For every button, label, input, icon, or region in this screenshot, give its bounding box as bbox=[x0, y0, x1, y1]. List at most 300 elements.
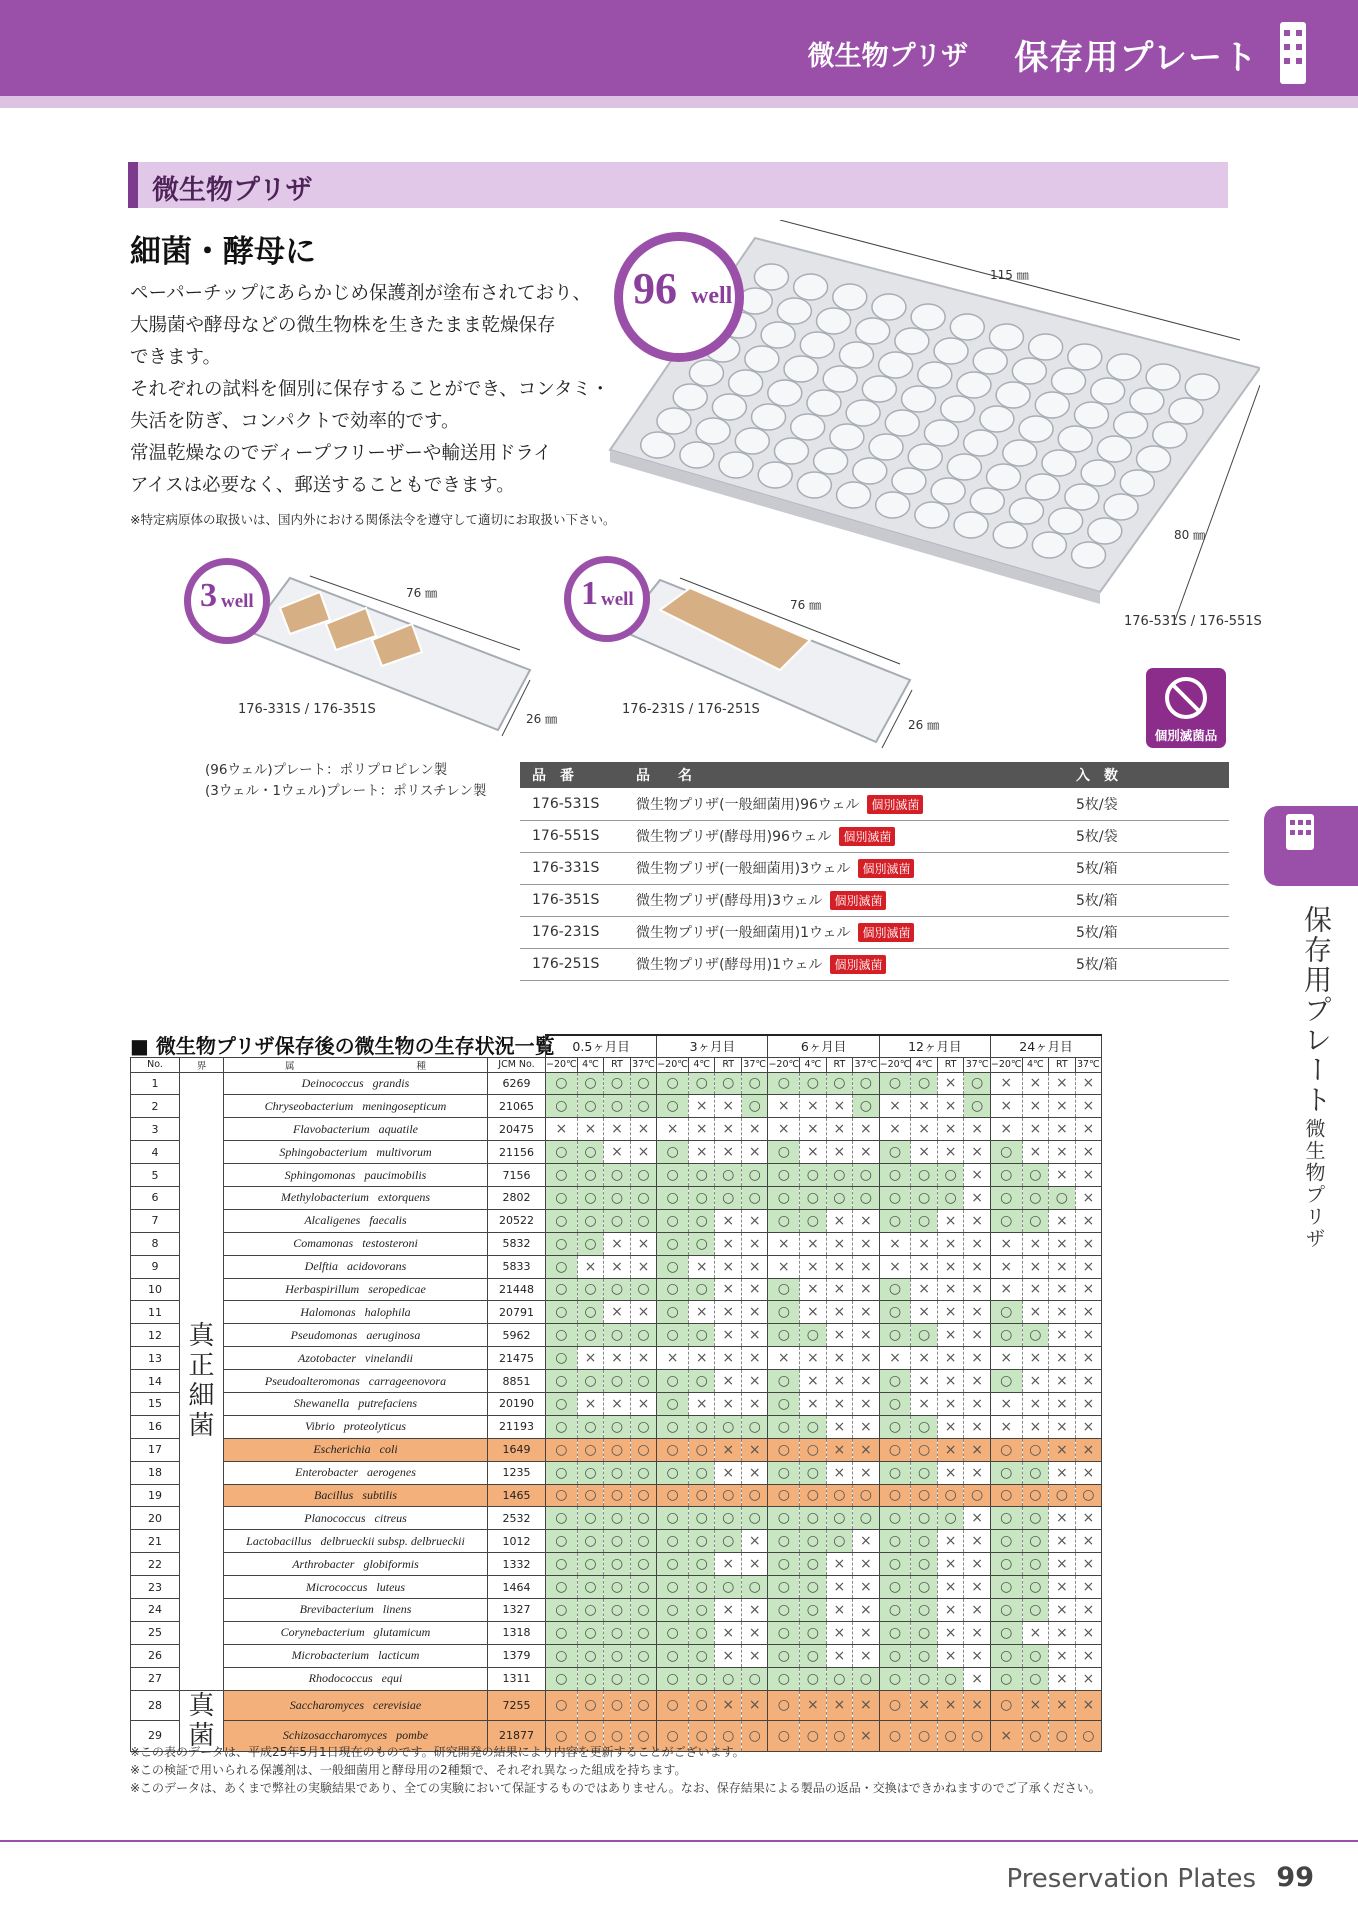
well bbox=[1091, 378, 1125, 404]
survived-cell: ○ bbox=[990, 1186, 1022, 1209]
not-survived-cell: × bbox=[911, 1118, 938, 1141]
not-survived-cell: × bbox=[604, 1255, 631, 1278]
row-no: 6 bbox=[131, 1186, 180, 1209]
survived-cell: ○ bbox=[546, 1370, 578, 1393]
survived-cell: ○ bbox=[630, 1576, 657, 1599]
not-survived-cell: × bbox=[964, 1461, 991, 1484]
not-survived-cell: × bbox=[1049, 1598, 1076, 1621]
jcm-no: 5833 bbox=[488, 1255, 546, 1278]
product-table bbox=[520, 762, 1229, 981]
survived-cell: ○ bbox=[768, 1461, 800, 1484]
temp-header: 4℃ bbox=[800, 1057, 827, 1072]
survived-cell: ○ bbox=[604, 1461, 631, 1484]
well bbox=[996, 382, 1030, 408]
survived-cell: ○ bbox=[577, 1553, 604, 1576]
not-survived-cell: × bbox=[741, 1255, 768, 1278]
survived-cell: ○ bbox=[577, 1278, 604, 1301]
not-survived-cell: × bbox=[688, 1255, 715, 1278]
not-survived-cell: × bbox=[853, 1392, 880, 1415]
not-survived-cell: × bbox=[990, 1278, 1022, 1301]
survived-cell: ○ bbox=[911, 1324, 938, 1347]
survived-cell: ○ bbox=[546, 1438, 578, 1461]
survived-cell: ○ bbox=[1022, 1553, 1049, 1576]
survived-cell: ○ bbox=[715, 1164, 742, 1187]
not-survived-cell: × bbox=[688, 1118, 715, 1141]
not-survived-cell: × bbox=[1075, 1118, 1102, 1141]
not-survived-cell: × bbox=[1049, 1164, 1076, 1187]
not-survived-cell: × bbox=[826, 1438, 853, 1461]
headline: 細菌・酵母に bbox=[130, 234, 316, 270]
period-header: 12ヶ月目 bbox=[879, 1035, 990, 1057]
not-survived-cell: × bbox=[1022, 1690, 1049, 1721]
survived-cell: ○ bbox=[879, 1621, 911, 1644]
organism-name bbox=[224, 1598, 488, 1621]
survived-cell: ○ bbox=[800, 1530, 827, 1553]
not-survived-cell: × bbox=[1075, 1553, 1102, 1576]
well bbox=[696, 418, 730, 444]
organism-name bbox=[224, 1164, 488, 1187]
survival-row bbox=[131, 1576, 1102, 1599]
not-survived-cell: × bbox=[853, 1415, 880, 1438]
survived-cell: ○ bbox=[577, 1301, 604, 1324]
survived-cell: ○ bbox=[800, 1553, 827, 1576]
survived-cell: ○ bbox=[879, 1576, 911, 1599]
not-survived-cell: × bbox=[1049, 1255, 1076, 1278]
not-survived-cell: × bbox=[688, 1141, 715, 1164]
survived-cell: ○ bbox=[826, 1186, 853, 1209]
temp-header: −20℃ bbox=[546, 1059, 577, 1070]
header-brand: 微生物プリザ bbox=[807, 41, 968, 72]
not-survived-cell: × bbox=[826, 1461, 853, 1484]
footnote: ※この検証で用いられる保護剤は、一般細菌用と酵母用の2種類で、それぞれ異なった組成を持ちます。 bbox=[130, 1763, 687, 1777]
survived-cell: ○ bbox=[630, 1415, 657, 1438]
well bbox=[876, 492, 910, 518]
product-code: 176-251S bbox=[520, 948, 624, 980]
survived-cell: ○ bbox=[630, 1186, 657, 1209]
survived-cell: ○ bbox=[546, 1278, 578, 1301]
species: extorquens bbox=[377, 1190, 431, 1205]
survived-cell: ○ bbox=[630, 1461, 657, 1484]
survived-cell: ○ bbox=[630, 1598, 657, 1621]
not-survived-cell: × bbox=[1022, 1370, 1049, 1393]
survived-cell: ○ bbox=[577, 1621, 604, 1644]
not-survived-cell: × bbox=[1075, 1095, 1102, 1118]
survived-cell: ○ bbox=[657, 1721, 689, 1752]
not-survived-cell: × bbox=[826, 1324, 853, 1347]
well bbox=[908, 444, 942, 470]
product-name-cell bbox=[624, 788, 1064, 820]
not-survived-cell: × bbox=[879, 1095, 911, 1118]
survived-cell: ○ bbox=[1022, 1164, 1049, 1187]
well bbox=[902, 386, 936, 412]
not-survived-cell: × bbox=[1075, 1072, 1102, 1095]
temp-header: 4℃ bbox=[688, 1057, 715, 1072]
well bbox=[797, 472, 831, 498]
survived-cell: ○ bbox=[879, 1507, 911, 1530]
survived-cell: ○ bbox=[853, 1186, 880, 1209]
not-survived-cell: × bbox=[853, 1530, 880, 1553]
survived-cell: ○ bbox=[604, 1278, 631, 1301]
not-survived-cell: × bbox=[1022, 1072, 1049, 1095]
not-survived-cell: × bbox=[964, 1690, 991, 1721]
survived-cell: ○ bbox=[800, 1507, 827, 1530]
genus: Bacillus bbox=[313, 1487, 354, 1502]
jcm-no: 21877 bbox=[488, 1721, 546, 1752]
survived-cell: ○ bbox=[688, 1621, 715, 1644]
temp-header: RT bbox=[715, 1057, 742, 1072]
row-no: 23 bbox=[131, 1576, 180, 1599]
jcm-no: 21448 bbox=[488, 1278, 546, 1301]
well bbox=[1049, 508, 1083, 534]
well bbox=[879, 352, 913, 378]
not-survived-cell: × bbox=[1049, 1232, 1076, 1255]
not-survived-cell: × bbox=[937, 1255, 964, 1278]
survived-cell: ○ bbox=[577, 1461, 604, 1484]
product-qty: 5枚/箱 bbox=[1064, 884, 1229, 916]
not-survived-cell: × bbox=[741, 1301, 768, 1324]
well bbox=[846, 400, 880, 426]
survived-cell: ○ bbox=[800, 1576, 827, 1599]
not-survived-cell: × bbox=[688, 1095, 715, 1118]
survived-cell: ○ bbox=[741, 1186, 768, 1209]
species: faecalis bbox=[369, 1213, 407, 1228]
row-no: 25 bbox=[131, 1621, 180, 1644]
temp-header: 4℃ bbox=[911, 1057, 938, 1072]
survival-row bbox=[131, 1301, 1102, 1324]
survived-cell: ○ bbox=[657, 1667, 689, 1690]
col-code: 品 番 bbox=[520, 762, 624, 788]
not-survived-cell: × bbox=[800, 1095, 827, 1118]
survived-cell: ○ bbox=[768, 1072, 800, 1095]
survival-row bbox=[131, 1507, 1102, 1530]
survived-cell: ○ bbox=[577, 1721, 604, 1752]
product-qty: 5枚/箱 bbox=[1064, 948, 1229, 980]
not-survived-cell: × bbox=[853, 1553, 880, 1576]
survived-cell: ○ bbox=[768, 1621, 800, 1644]
not-survived-cell: × bbox=[853, 1690, 880, 1721]
survived-cell: ○ bbox=[604, 1598, 631, 1621]
survived-cell: ○ bbox=[990, 1644, 1022, 1667]
not-survived-cell: × bbox=[964, 1255, 991, 1278]
survived-cell: ○ bbox=[990, 1324, 1022, 1347]
row-no: 1 bbox=[131, 1072, 180, 1095]
row-no: 14 bbox=[131, 1370, 180, 1393]
genus: Herbaspirillum bbox=[285, 1281, 360, 1296]
survived-cell: ○ bbox=[604, 1072, 631, 1095]
survived-cell: ○ bbox=[826, 1667, 853, 1690]
not-survived-cell: × bbox=[715, 1621, 742, 1644]
survived-cell: ○ bbox=[768, 1484, 800, 1507]
survived-cell: ○ bbox=[657, 1164, 689, 1187]
species: coli bbox=[379, 1442, 398, 1457]
survival-row bbox=[131, 1553, 1102, 1576]
not-survived-cell: × bbox=[911, 1141, 938, 1164]
survived-cell: ○ bbox=[1022, 1507, 1049, 1530]
survived-cell: ○ bbox=[1022, 1598, 1049, 1621]
not-survived-cell: × bbox=[826, 1415, 853, 1438]
survived-cell: ○ bbox=[1022, 1721, 1049, 1752]
not-survived-cell: × bbox=[715, 1141, 742, 1164]
survived-cell: ○ bbox=[688, 1370, 715, 1393]
survived-cell: ○ bbox=[546, 1484, 578, 1507]
row-no: 15 bbox=[131, 1392, 180, 1415]
not-survived-cell: × bbox=[741, 1461, 768, 1484]
well bbox=[761, 322, 795, 348]
survived-cell: ○ bbox=[577, 1507, 604, 1530]
well bbox=[1130, 388, 1164, 414]
survived-cell: ○ bbox=[657, 1186, 689, 1209]
survival-row bbox=[131, 1690, 1102, 1721]
well bbox=[934, 338, 968, 364]
badge-3-number: 3 bbox=[200, 577, 217, 614]
survived-cell: ○ bbox=[630, 1370, 657, 1393]
survived-cell: ○ bbox=[657, 1415, 689, 1438]
survived-cell: ○ bbox=[577, 1324, 604, 1347]
survival-row bbox=[131, 1095, 1102, 1118]
not-survived-cell: × bbox=[1022, 1118, 1049, 1141]
organism-name bbox=[224, 1278, 488, 1301]
not-survived-cell: × bbox=[1049, 1415, 1076, 1438]
survived-cell: ○ bbox=[768, 1530, 800, 1553]
not-survived-cell: × bbox=[853, 1232, 880, 1255]
survived-cell: ○ bbox=[577, 1415, 604, 1438]
survived-cell: ○ bbox=[964, 1072, 991, 1095]
not-survived-cell: × bbox=[1075, 1324, 1102, 1347]
organism-name bbox=[224, 1370, 488, 1393]
survived-cell: ○ bbox=[715, 1667, 742, 1690]
not-survived-cell: × bbox=[577, 1392, 604, 1415]
survived-cell: ○ bbox=[1022, 1667, 1049, 1690]
survived-cell: ○ bbox=[990, 1576, 1022, 1599]
survived-cell: ○ bbox=[604, 1507, 631, 1530]
not-survived-cell: × bbox=[1049, 1667, 1076, 1690]
organism-name bbox=[224, 1209, 488, 1232]
survived-cell: ○ bbox=[604, 1324, 631, 1347]
not-survived-cell: × bbox=[741, 1232, 768, 1255]
product-name-cell bbox=[624, 884, 1064, 916]
species: pombe bbox=[396, 1728, 429, 1743]
species: testosteroni bbox=[362, 1236, 418, 1251]
period-header: 0.5ヶ月目 bbox=[546, 1035, 657, 1057]
product-row bbox=[520, 788, 1229, 820]
not-survived-cell: × bbox=[630, 1141, 657, 1164]
not-survived-cell: × bbox=[1049, 1370, 1076, 1393]
not-survived-cell: × bbox=[1022, 1095, 1049, 1118]
not-survived-cell: × bbox=[800, 1255, 827, 1278]
not-survived-cell: × bbox=[1075, 1667, 1102, 1690]
not-survived-cell: × bbox=[1075, 1690, 1102, 1721]
survived-cell: ○ bbox=[657, 1553, 689, 1576]
not-survived-cell: × bbox=[964, 1553, 991, 1576]
survived-cell: ○ bbox=[768, 1209, 800, 1232]
product-row bbox=[520, 884, 1229, 916]
not-survived-cell: × bbox=[964, 1644, 991, 1667]
not-survived-cell: × bbox=[1075, 1621, 1102, 1644]
genus: Escherichia bbox=[313, 1442, 371, 1457]
temp-header: RT bbox=[937, 1057, 964, 1072]
well bbox=[830, 424, 864, 450]
species: seropedicae bbox=[368, 1281, 426, 1296]
survival-row bbox=[131, 1667, 1102, 1690]
not-survived-cell: × bbox=[1075, 1278, 1102, 1301]
survived-cell: ○ bbox=[768, 1301, 800, 1324]
well bbox=[794, 274, 828, 300]
organism-name bbox=[224, 1438, 488, 1461]
survived-cell: ○ bbox=[688, 1278, 715, 1301]
survived-cell: ○ bbox=[1022, 1324, 1049, 1347]
intro-text bbox=[130, 278, 610, 502]
survived-cell: ○ bbox=[546, 1667, 578, 1690]
survived-cell: ○ bbox=[879, 1553, 911, 1576]
kingdom-label: 真正細菌 bbox=[180, 1072, 224, 1690]
survived-cell: ○ bbox=[577, 1644, 604, 1667]
survived-cell: ○ bbox=[768, 1324, 800, 1347]
product-qty: 5枚/箱 bbox=[1064, 916, 1229, 948]
genus: Chryseobacterium bbox=[264, 1098, 354, 1113]
survived-cell: ○ bbox=[911, 1209, 938, 1232]
not-survived-cell: × bbox=[741, 1278, 768, 1301]
row-no: 27 bbox=[131, 1667, 180, 1690]
genus: Shewanella bbox=[293, 1396, 350, 1411]
not-survived-cell: × bbox=[715, 1438, 742, 1461]
not-survived-cell: × bbox=[879, 1118, 911, 1141]
not-survived-cell: × bbox=[964, 1118, 991, 1141]
survived-cell: ○ bbox=[741, 1507, 768, 1530]
survived-cell: ○ bbox=[546, 1186, 578, 1209]
not-survived-cell: × bbox=[741, 1644, 768, 1667]
well bbox=[673, 384, 707, 410]
survived-cell: ○ bbox=[630, 1507, 657, 1530]
not-survived-cell: × bbox=[990, 1721, 1022, 1752]
intro-line: それぞれの試料を個別に保存することができ、コンタミ・ bbox=[130, 379, 610, 400]
survived-cell: ○ bbox=[688, 1164, 715, 1187]
survived-cell: ○ bbox=[657, 1392, 689, 1415]
species: lacticum bbox=[378, 1648, 420, 1663]
species: linens bbox=[382, 1602, 412, 1617]
not-survived-cell: × bbox=[937, 1347, 964, 1370]
species: paucimobilis bbox=[364, 1167, 427, 1182]
survived-cell: ○ bbox=[768, 1415, 800, 1438]
footer-title: Preservation Plates bbox=[1006, 1864, 1256, 1894]
survived-cell: ○ bbox=[688, 1461, 715, 1484]
survived-cell: ○ bbox=[688, 1530, 715, 1553]
not-survived-cell: × bbox=[1049, 1576, 1076, 1599]
badge-96-unit: well bbox=[691, 283, 733, 309]
not-survived-cell: × bbox=[630, 1232, 657, 1255]
survived-cell: ○ bbox=[800, 1186, 827, 1209]
not-survived-cell: × bbox=[853, 1598, 880, 1621]
jcm-no: 1311 bbox=[488, 1667, 546, 1690]
not-survived-cell: × bbox=[1075, 1301, 1102, 1324]
well bbox=[856, 318, 890, 344]
not-survived-cell: × bbox=[879, 1255, 911, 1278]
survived-cell: ○ bbox=[630, 1072, 657, 1095]
species: vinelandii bbox=[365, 1350, 413, 1365]
not-survived-cell: × bbox=[1075, 1232, 1102, 1255]
survived-cell: ○ bbox=[546, 1598, 578, 1621]
survived-cell: ○ bbox=[879, 1370, 911, 1393]
not-survived-cell: × bbox=[826, 1118, 853, 1141]
not-survived-cell: × bbox=[741, 1141, 768, 1164]
not-survived-cell: × bbox=[800, 1370, 827, 1393]
survived-cell: ○ bbox=[715, 1186, 742, 1209]
species: meningosepticum bbox=[362, 1098, 447, 1113]
species: putrefaciens bbox=[358, 1396, 418, 1411]
survived-cell: ○ bbox=[630, 1530, 657, 1553]
product-name: 微生物プリザ(酵母用)1ウェル bbox=[636, 957, 823, 973]
survived-cell: ○ bbox=[826, 1072, 853, 1095]
genus: Vibrio bbox=[305, 1419, 335, 1434]
temp-header: 4℃ bbox=[577, 1057, 604, 1072]
not-survived-cell: × bbox=[937, 1301, 964, 1324]
well bbox=[754, 264, 788, 290]
survived-cell: ○ bbox=[853, 1164, 880, 1187]
well bbox=[719, 452, 753, 478]
survived-cell: ○ bbox=[741, 1415, 768, 1438]
not-survived-cell: × bbox=[964, 1324, 991, 1347]
product-row bbox=[520, 948, 1229, 980]
genus: Pseudoalteromonas bbox=[264, 1373, 360, 1388]
well bbox=[950, 314, 984, 340]
not-survived-cell: × bbox=[741, 1347, 768, 1370]
not-survived-cell: × bbox=[800, 1232, 827, 1255]
survived-cell: ○ bbox=[800, 1598, 827, 1621]
well bbox=[954, 512, 988, 538]
survived-cell: ○ bbox=[577, 1095, 604, 1118]
not-survived-cell: × bbox=[741, 1598, 768, 1621]
sterile-badge: 個別滅菌 bbox=[858, 923, 914, 942]
survived-cell: ○ bbox=[911, 1507, 938, 1530]
survived-cell: ○ bbox=[937, 1186, 964, 1209]
organism-name bbox=[224, 1118, 488, 1141]
col-jcm: JCM No. bbox=[488, 1057, 546, 1072]
survived-cell: ○ bbox=[741, 1576, 768, 1599]
survived-cell: ○ bbox=[990, 1370, 1022, 1393]
survived-cell: ○ bbox=[800, 1324, 827, 1347]
survived-cell: ○ bbox=[1049, 1484, 1076, 1507]
not-survived-cell: × bbox=[990, 1255, 1022, 1278]
not-survived-cell: × bbox=[853, 1278, 880, 1301]
well bbox=[784, 356, 818, 382]
well bbox=[817, 308, 851, 334]
not-survived-cell: × bbox=[853, 1370, 880, 1393]
not-survived-cell: × bbox=[715, 1644, 742, 1667]
row-no: 4 bbox=[131, 1141, 180, 1164]
species: carrageenovora bbox=[368, 1373, 447, 1388]
not-survived-cell: × bbox=[768, 1232, 800, 1255]
survived-cell: ○ bbox=[768, 1164, 800, 1187]
organism-name bbox=[224, 1667, 488, 1690]
survived-cell: ○ bbox=[768, 1507, 800, 1530]
survived-cell: ○ bbox=[768, 1667, 800, 1690]
survived-cell: ○ bbox=[990, 1598, 1022, 1621]
well bbox=[641, 432, 675, 458]
survived-cell: ○ bbox=[630, 1667, 657, 1690]
survival-row bbox=[131, 1118, 1102, 1141]
not-survived-cell: × bbox=[1022, 1347, 1049, 1370]
survival-row bbox=[131, 1461, 1102, 1484]
not-survived-cell: × bbox=[741, 1370, 768, 1393]
not-survived-cell: × bbox=[800, 1347, 827, 1370]
survived-cell: ○ bbox=[741, 1164, 768, 1187]
jcm-no: 21156 bbox=[488, 1141, 546, 1164]
row-no: 19 bbox=[131, 1484, 180, 1507]
survived-cell: ○ bbox=[657, 1232, 689, 1255]
not-survived-cell: × bbox=[853, 1255, 880, 1278]
well bbox=[1120, 470, 1154, 496]
survived-cell: ○ bbox=[657, 1141, 689, 1164]
survived-cell: ○ bbox=[604, 1721, 631, 1752]
